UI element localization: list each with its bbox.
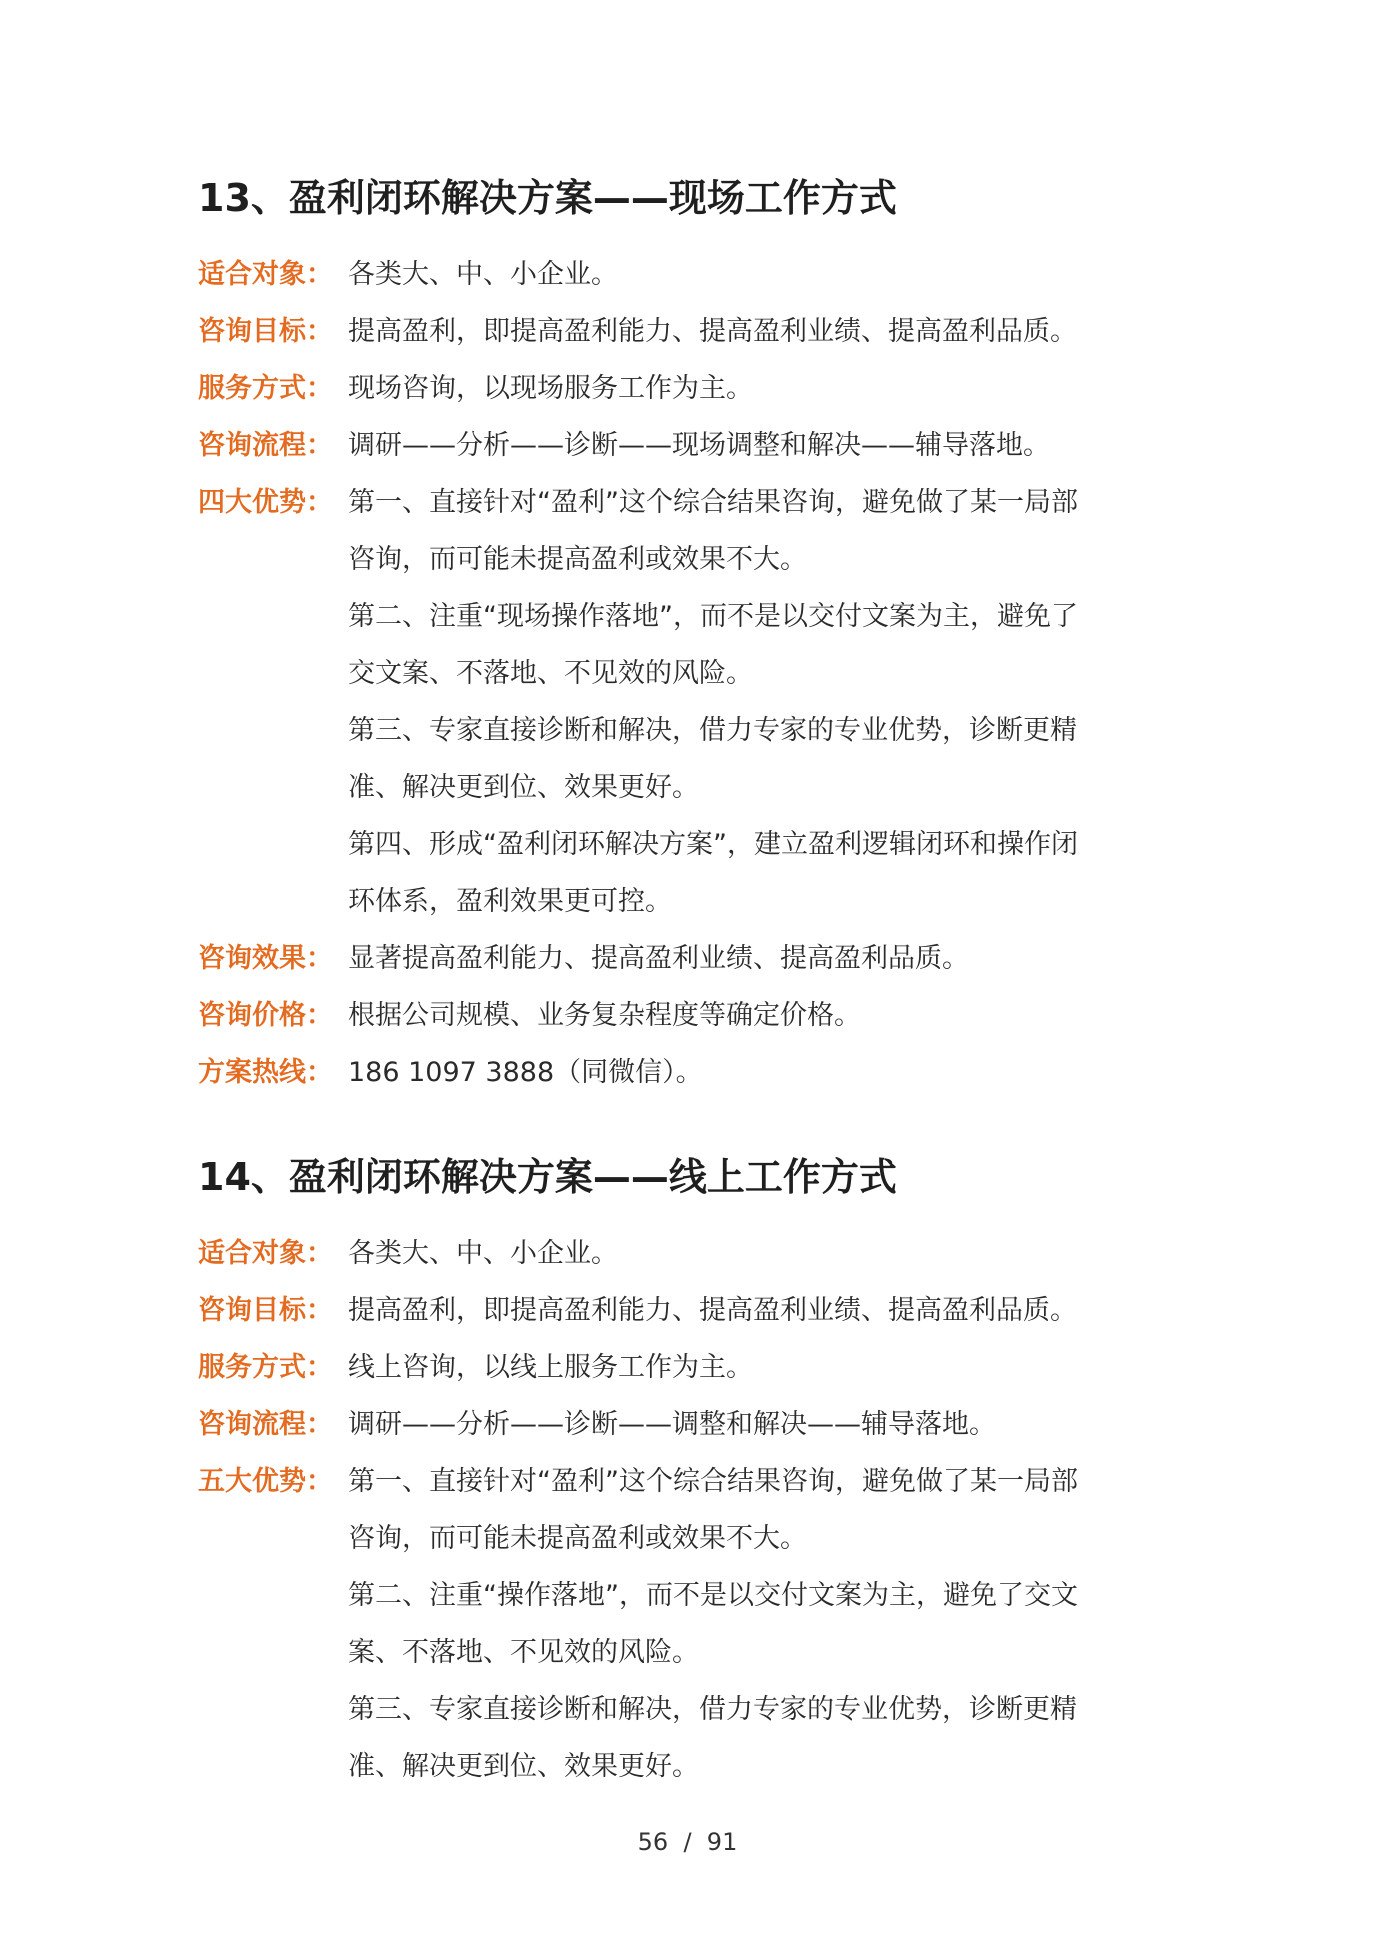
field-label: 五大优势： (198, 1466, 333, 1497)
field-value (348, 1453, 1188, 1795)
field-label: 咨询流程： (198, 430, 333, 461)
field-value-line: 准、解决更到位、效果更好。 (348, 1751, 699, 1782)
field-value-line: 186 1097 3888（同微信）。 (348, 1057, 703, 1088)
field-value-line: 第三、专家直接诊断和解决，借力专家的专业优势，诊断更精 (348, 715, 1077, 746)
section-heading: 14、盈利闭环解决方案——线上工作方式 (198, 1155, 897, 1199)
field-value-line: 第二、注重“现场操作落地”，而不是以交付文案为主，避免了 (348, 601, 1078, 632)
page-number: 56 / 91 (637, 1828, 738, 1856)
field-value-line: 各类大、中、小企业。 (348, 259, 618, 290)
field-value (348, 474, 1188, 930)
field-value-line: 线上咨询，以线上服务工作为主。 (348, 1352, 753, 1383)
field-label: 服务方式： (198, 373, 333, 404)
field-value-line: 提高盈利，即提高盈利能力、提高盈利业绩、提高盈利品质。 (348, 316, 1077, 347)
field-value-line: 显著提高盈利能力、提高盈利业绩、提高盈利品质。 (348, 943, 969, 974)
field-value-line: 各类大、中、小企业。 (348, 1238, 618, 1269)
field-value-line: 交文案、不落地、不见效的风险。 (348, 658, 753, 689)
field-row (198, 1044, 1188, 1101)
field-value-line: 第二、注重“操作落地”，而不是以交付文案为主，避免了交文 (348, 1580, 1078, 1611)
field-value (348, 930, 1188, 987)
field-value-line: 准、解决更到位、效果更好。 (348, 772, 699, 803)
field-row (198, 1339, 1188, 1396)
field-value (348, 1044, 1188, 1101)
field-value (348, 303, 1188, 360)
field-row (198, 474, 1188, 930)
page-content (198, 170, 1188, 1795)
field-label: 咨询目标： (198, 316, 333, 347)
field-value (348, 246, 1188, 303)
field-row (198, 417, 1188, 474)
field-row (198, 1282, 1188, 1339)
field-value-line: 提高盈利，即提高盈利能力、提高盈利业绩、提高盈利品质。 (348, 1295, 1077, 1326)
field-value-line: 第一、直接针对“盈利”这个综合结果咨询，避免做了某一局部 (348, 1466, 1078, 1497)
field-value-line: 根据公司规模、业务复杂程度等确定价格。 (348, 1000, 861, 1031)
field-label: 四大优势： (198, 487, 333, 518)
section-2 (198, 1149, 1188, 1795)
field-label: 服务方式： (198, 1352, 333, 1383)
section-1 (198, 170, 1188, 1101)
field-value-line: 第四、形成“盈利闭环解决方案”，建立盈利逻辑闭环和操作闭 (348, 829, 1078, 860)
field-value-line: 现场咨询，以现场服务工作为主。 (348, 373, 753, 404)
field-label: 适合对象： (198, 259, 333, 290)
field-value-line: 案、不落地、不见效的风险。 (348, 1637, 699, 1668)
field-value (348, 1225, 1188, 1282)
field-row (198, 246, 1188, 303)
field-label: 适合对象： (198, 1238, 333, 1269)
field-label: 方案热线： (198, 1057, 333, 1088)
field-value (348, 1282, 1188, 1339)
field-value (348, 360, 1188, 417)
field-value-line: 调研——分析——诊断——调整和解决——辅导落地。 (348, 1409, 996, 1440)
field-row (198, 1396, 1188, 1453)
field-row (198, 987, 1188, 1044)
field-value-line: 第一、直接针对“盈利”这个综合结果咨询，避免做了某一局部 (348, 487, 1078, 518)
field-value-line: 第三、专家直接诊断和解决，借力专家的专业优势，诊断更精 (348, 1694, 1077, 1725)
field-row (198, 303, 1188, 360)
field-row (198, 1225, 1188, 1282)
field-label: 咨询目标： (198, 1295, 333, 1326)
field-row (198, 360, 1188, 417)
field-value (348, 1396, 1188, 1453)
field-value (348, 417, 1188, 474)
field-value-line: 咨询，而可能未提高盈利或效果不大。 (348, 544, 807, 575)
field-value-line: 咨询，而可能未提高盈利或效果不大。 (348, 1523, 807, 1554)
field-row (198, 1453, 1188, 1795)
field-row (198, 930, 1188, 987)
section-heading: 13、盈利闭环解决方案——现场工作方式 (198, 176, 897, 220)
field-label: 咨询流程： (198, 1409, 333, 1440)
field-label: 咨询效果： (198, 943, 333, 974)
field-value-line: 调研——分析——诊断——现场调整和解决——辅导落地。 (348, 430, 1050, 461)
field-value-line: 环体系，盈利效果更可控。 (348, 886, 672, 917)
field-label: 咨询价格： (198, 1000, 333, 1031)
field-value (348, 1339, 1188, 1396)
field-value (348, 987, 1188, 1044)
